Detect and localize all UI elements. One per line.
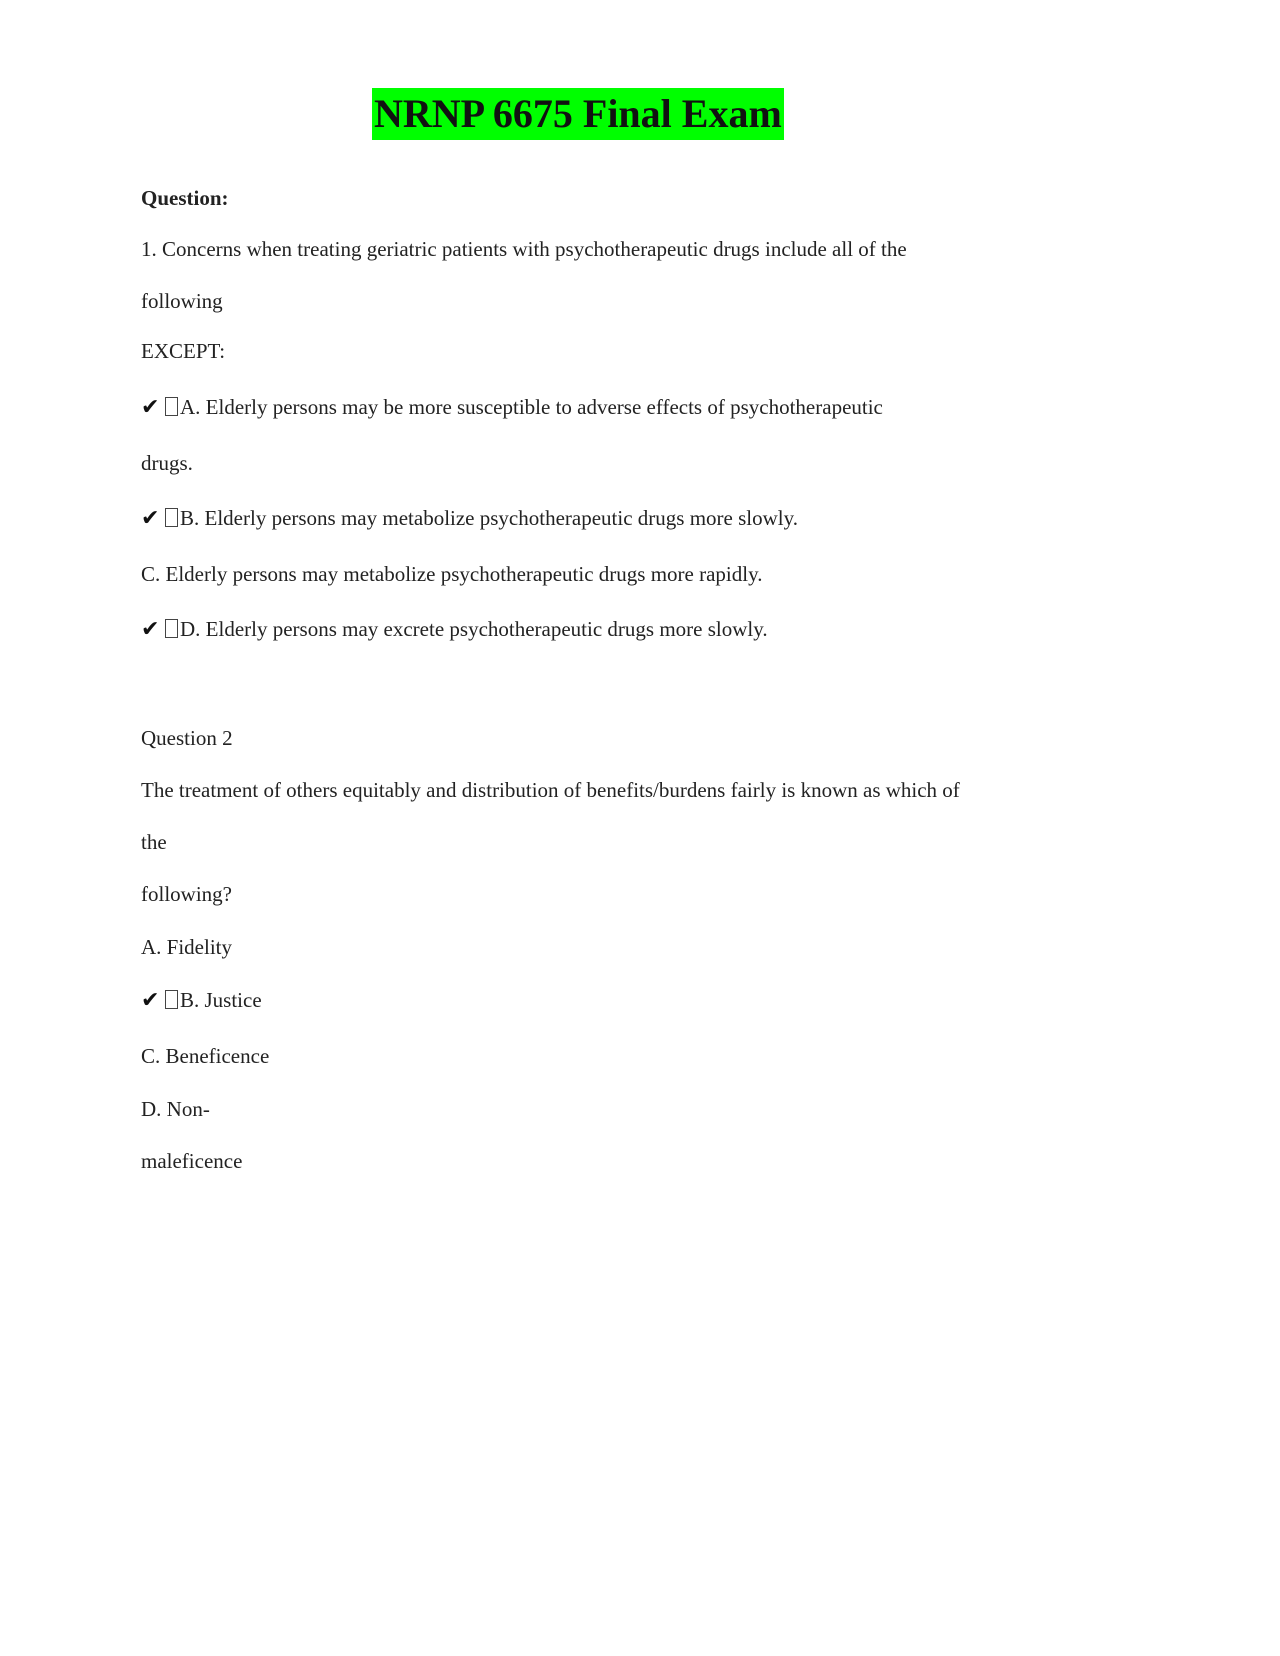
q1-header: Question:: [141, 186, 229, 210]
q2-option-b-text: B. Justice: [180, 988, 262, 1012]
checkmark-icon: ✔: [141, 506, 160, 531]
q1-option-a-continued: drugs.: [141, 451, 193, 475]
q2-option-a: A. Fidelity: [141, 935, 233, 959]
checkmark-icon: ✔: [141, 988, 160, 1013]
title-highlight: [372, 88, 784, 140]
page-title: NRNP 6675 Final Exam: [374, 91, 782, 136]
q1-option-d-text: D. Elderly persons may excrete psychotherapeutic drugs more slowly.: [180, 617, 768, 641]
checkmark-icon: ✔: [141, 395, 160, 420]
q1-option-b: [141, 505, 798, 532]
missing-glyph-box-icon: [165, 619, 178, 638]
q2-stem-line-3: following?: [141, 882, 232, 906]
q2-option-d: D. Non-: [141, 1097, 210, 1121]
q1-stem-line-3: EXCEPT:: [141, 339, 226, 363]
q1-option-c: C. Elderly persons may metabolize psychotherapeutic drugs more rapidly.: [141, 562, 763, 586]
q2-stem-line-1: The treatment of others equitably and distribution of benefits/burdens fairly is known as which of: [141, 778, 960, 802]
missing-glyph-box-icon: [165, 397, 178, 416]
checkmark-icon: ✔: [141, 617, 160, 642]
q2-header: Question 2: [141, 726, 233, 750]
missing-glyph-box-icon: [165, 508, 178, 527]
missing-glyph-box-icon: [165, 990, 178, 1009]
q1-stem-line-1: 1. Concerns when treating geriatric patients with psychotherapeutic drugs include all of the: [141, 237, 907, 261]
q1-option-a: [141, 394, 883, 421]
q1-option-a-text: A. Elderly persons may be more susceptible to adverse effects of psychotherapeutic: [180, 395, 883, 419]
q2-option-b: [141, 987, 262, 1014]
q2-stem-line-2: the: [141, 830, 167, 854]
q1-stem-line-2: following: [141, 289, 223, 313]
q1-option-b-text: B. Elderly persons may metabolize psychotherapeutic drugs more slowly.: [180, 506, 798, 530]
q1-option-d: [141, 616, 768, 643]
q2-option-d-continued: maleficence: [141, 1149, 243, 1173]
q2-option-c: C. Beneficence: [141, 1044, 270, 1068]
